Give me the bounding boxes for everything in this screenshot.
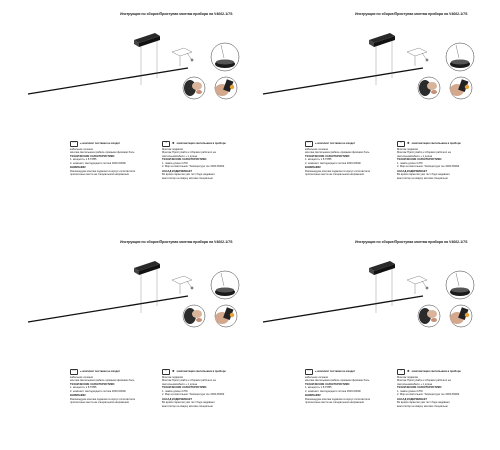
lamp-bar	[28, 68, 188, 94]
note-heading: НАСАД КОДЕРЖИВАЕТ	[162, 397, 193, 401]
text-line: Монтаж Приступайте к сборке/и рабочего на	[162, 379, 216, 382]
spec-line: 1. лампа длина 4 ЛЮ	[162, 161, 188, 165]
spec-line: 1. лампа длина 4 ЛЮ	[397, 161, 423, 165]
text-line: монтаж светильника (кабель прямыми фиксами боль	[305, 151, 370, 154]
bracket-detail	[172, 48, 193, 66]
spec-line: 2. Мир на светильник: Температура тон 3000-6500К	[162, 165, 225, 168]
spec-line: 2. Мир на светильник: Температура тон 3000-6500К	[397, 393, 460, 396]
note-line: вентилятор на сварку монтаж специально	[397, 176, 448, 180]
bracket-detail	[172, 276, 193, 294]
spec-line: 1. лампа длина 4 ЛЮ	[397, 389, 423, 393]
detail-photo-hand-left	[183, 77, 205, 99]
assembly-illustration	[22, 236, 247, 366]
star-icon: ✱	[407, 141, 410, 146]
specs-heading: ТЕХНИЧЕСКИЕ ХАРАКТЕРИСТИКИ	[70, 154, 115, 158]
detail-photo-hand-right	[215, 77, 237, 99]
note-line: пригоночные места на специальном напряжении	[305, 401, 365, 404]
note-line: Во время гарантии уже тест боди надевают	[162, 401, 215, 404]
bracket-detail	[407, 276, 428, 294]
instruction-text	[305, 369, 481, 429]
instruction-text	[70, 369, 246, 429]
detail-photo-cable	[211, 43, 239, 71]
column-heading: комплектация светильника в приборе	[411, 370, 461, 373]
specs-heading: ТЕХНИЧЕСКИЕ ХАРАКТЕРИСТИКИ	[162, 386, 207, 389]
text-line: светильник/кабеля + 1 длина	[162, 154, 198, 158]
specs-heading: ТЕХНИЧЕСКИЕ ХАРАКТЕРИСТИКИ	[70, 382, 115, 386]
assembly-illustration	[22, 8, 247, 138]
note-line: Во время гарантии уже тест боди надевают	[397, 173, 450, 176]
cable-connector-icon: ⊂⊃	[305, 141, 313, 147]
note-line: Рекомендуем монтаж подвески в корпус изготовителя	[305, 397, 371, 401]
lamp-bar	[28, 296, 188, 322]
equipment-column	[397, 141, 477, 180]
detail-photo-cable	[446, 271, 474, 299]
spec-line: 1. мощность 1.8 ТРВ5	[305, 386, 332, 389]
text-line: Монтаж подвески	[162, 147, 184, 151]
note-heading: ВНИМАНИЕ!	[305, 166, 321, 169]
column-heading: ● комплект поставки не входит	[80, 370, 121, 373]
column-heading: комплектация светильника в приборе	[411, 142, 461, 145]
spec-line: 2. номинал: светодиодного потока 3000-6000К	[70, 161, 126, 165]
spec-line: 2. Мир на светильник: Температура тон 3000-6500К	[397, 165, 460, 168]
text-line: кабельное сечение	[70, 375, 94, 379]
installation-column	[70, 369, 150, 405]
text-line: светильник/кабеля + 1 длина	[397, 382, 433, 386]
detail-photo-hand-left	[418, 305, 440, 327]
note-line: вентилятор на сварку монтаж специально	[162, 176, 213, 180]
note-line: вентилятор на сварку монтаж специально	[397, 404, 448, 408]
equipment-column	[162, 369, 242, 408]
note-heading: НАСАД КОДЕРЖИВАЕТ	[397, 169, 428, 173]
specs-heading: ТЕХНИЧЕСКИЕ ХАРАКТЕРИСТИКИ	[162, 158, 207, 161]
spec-line: 2. Мир на светильник: Температура тон 3000-6500К	[162, 393, 225, 396]
ceiling-mount-box	[134, 33, 160, 47]
note-line: пригоночные места на специальном напряжении	[70, 173, 130, 176]
specs-heading: ТЕХНИЧЕСКИЕ ХАРАКТЕРИСТИКИ	[397, 386, 442, 389]
spec-line: 1. мощность 1.8 ТРВ5	[70, 386, 97, 389]
spec-line: 2. номинал: светодиодного потока 3000-6000К	[305, 389, 361, 393]
installation-column	[305, 369, 385, 405]
equipment-column	[397, 369, 477, 408]
instruction-text	[70, 141, 246, 201]
note-line: вентилятор на сварку монтаж специально	[162, 404, 213, 408]
pendant-lamp-icon: ⊓	[162, 141, 170, 147]
text-line: Монтаж Приступайте к сборке/и рабочего на	[397, 379, 451, 382]
column-heading: комплектация светильника в приборе	[176, 142, 226, 145]
instruction-title: Инструкция по сборке/Приступая монтаж прибора на V4662-1/7S	[120, 240, 233, 244]
text-line: кабельное сечение	[70, 147, 94, 151]
text-line: монтаж светильника (кабель прямыми фиксами боль	[70, 151, 135, 154]
bracket-detail	[407, 48, 428, 66]
specs-heading: ТЕХНИЧЕСКИЕ ХАРАКТЕРИСТИКИ	[305, 154, 350, 158]
assembly-illustration	[257, 236, 482, 366]
detail-photo-hand-right	[215, 305, 237, 327]
column-heading: ● комплект поставки не входит	[315, 142, 356, 145]
note-heading: НАСАД КОДЕРЖИВАЕТ	[397, 397, 428, 401]
text-line: кабельное сечение	[305, 375, 329, 379]
cable-connector-icon: ⊂⊃	[70, 141, 78, 147]
text-line: монтаж светильника (кабель прямыми фиксами боль	[305, 379, 370, 382]
note-line: пригоночные места на специальном напряжении	[70, 401, 130, 404]
star-icon: ✱	[407, 369, 410, 374]
text-line: Монтаж подвески	[397, 375, 419, 379]
note-line: пригоночные места на специальном напряжении	[305, 173, 365, 176]
note-line: Во время гарантии уже тест боди надевают	[397, 401, 450, 404]
text-line: монтаж светильника (кабель прямыми фиксами боль	[70, 379, 135, 382]
instruction-panel-1	[22, 8, 247, 218]
note-line: Рекомендуем монтаж подвески в корпус изготовителя	[70, 397, 136, 401]
column-heading: комплектация светильника в приборе	[176, 370, 226, 373]
note-heading: ВНИМАНИЕ!	[305, 394, 321, 397]
ceiling-mount-box	[369, 261, 395, 275]
text-line: Монтаж Приступайте к сборке/и рабочего на	[162, 151, 216, 154]
note-line: Во время гарантии уже тест боди надевают	[162, 173, 215, 176]
spec-line: 2. номинал: светодиодного потока 3000-6000К	[305, 161, 361, 165]
equipment-column	[162, 141, 242, 180]
detail-photo-hand-right	[450, 77, 472, 99]
detail-photo-cable	[446, 43, 474, 71]
text-line: Монтаж подвески	[397, 147, 419, 151]
detail-photo-hand-right	[450, 305, 472, 327]
ceiling-mount-box	[134, 261, 160, 275]
column-heading: ● комплект поставки не входит	[315, 370, 356, 373]
lamp-bar	[263, 68, 423, 94]
column-heading: ● комплект поставки не входит	[80, 142, 121, 145]
star-icon: ✱	[172, 369, 175, 374]
installation-column	[70, 141, 150, 177]
instruction-title: Инструкция по сборке/Приступая монтаж прибора на V4662-1/7S	[355, 240, 468, 244]
star-icon: ✱	[172, 141, 175, 146]
specs-heading: ТЕХНИЧЕСКИЕ ХАРАКТЕРИСТИКИ	[305, 382, 350, 386]
instruction-text	[305, 141, 481, 201]
cable-connector-icon: ⊂⊃	[305, 369, 313, 375]
pendant-lamp-icon: ⊓	[397, 141, 405, 147]
text-line: кабельное сечение	[305, 147, 329, 151]
note-heading: ВНИМАНИЕ!	[70, 394, 86, 397]
instruction-title: Инструкция по сборке/Приступая монтаж прибора на V4662-1/7S	[120, 12, 233, 16]
text-line: светильник/кабеля + 1 длина	[397, 154, 433, 158]
spec-line: 1. мощность 1.8 ТРВ5	[70, 158, 97, 161]
note-heading: НАСАД КОДЕРЖИВАЕТ	[162, 169, 193, 173]
specs-heading: ТЕХНИЧЕСКИЕ ХАРАКТЕРИСТИКИ	[397, 158, 442, 161]
detail-photo-cable	[211, 271, 239, 299]
text-line: Монтаж Приступайте к сборке/и рабочего на	[397, 151, 451, 154]
instruction-panel-3	[22, 236, 247, 446]
assembly-illustration	[257, 8, 482, 138]
note-line: Рекомендуем монтаж подвески в корпус изготовителя	[70, 169, 136, 173]
pendant-lamp-icon: ⊓	[397, 369, 405, 375]
instruction-panel-2	[257, 8, 482, 218]
instruction-title: Инструкция по сборке/Приступая монтаж прибора на V4662-1/7S	[355, 12, 468, 16]
installation-column	[305, 141, 385, 177]
detail-photo-hand-left	[183, 305, 205, 327]
pendant-lamp-icon: ⊓	[162, 369, 170, 375]
spec-line: 1. лампа длина 4 ЛЮ	[162, 389, 188, 393]
text-line: Монтаж подвески	[162, 375, 184, 379]
instruction-panel-4	[257, 236, 482, 446]
cable-connector-icon: ⊂⊃	[70, 369, 78, 375]
ceiling-mount-box	[369, 33, 395, 47]
spec-line: 1. мощность 1.8 ТРВ5	[305, 158, 332, 161]
text-line: светильник/кабеля + 1 длина	[162, 382, 198, 386]
note-heading: ВНИМАНИЕ!	[70, 166, 86, 169]
detail-photo-hand-left	[418, 77, 440, 99]
spec-line: 2. номинал: светодиодного потока 3000-6000К	[70, 389, 126, 393]
lamp-bar	[263, 296, 423, 322]
note-line: Рекомендуем монтаж подвески в корпус изготовителя	[305, 169, 371, 173]
